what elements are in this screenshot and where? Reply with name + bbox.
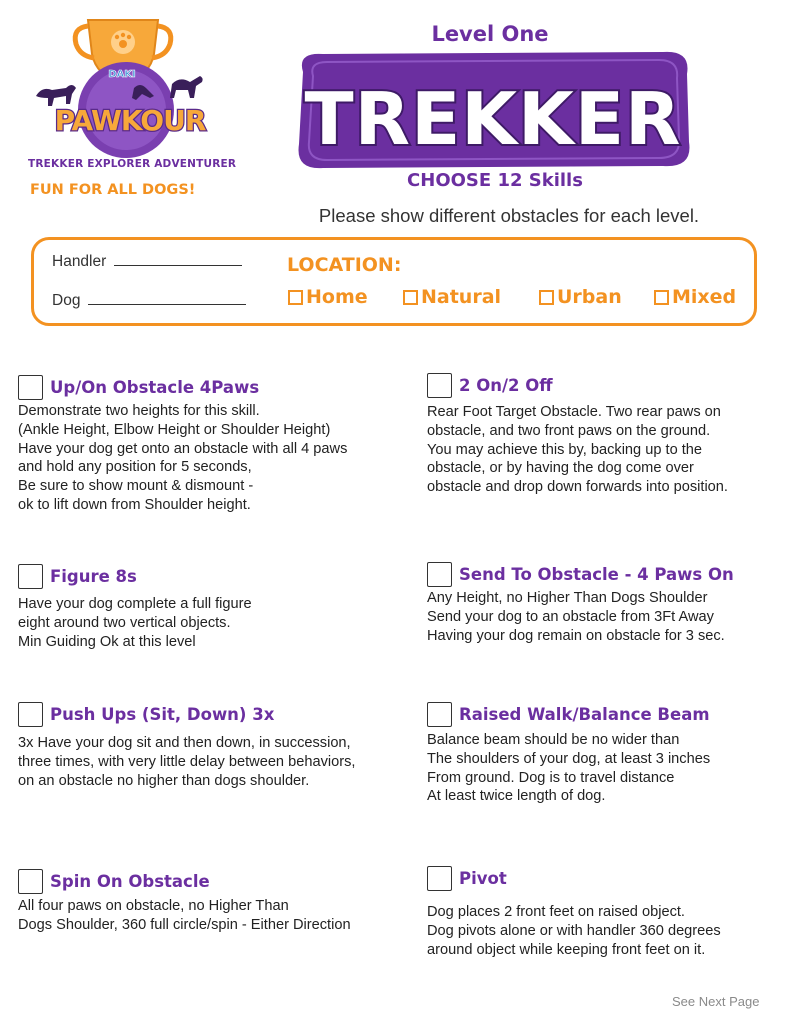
skill-title: Figure 8s: [50, 566, 137, 586]
skill-line: three times, with very little delay between behaviors,: [18, 753, 356, 770]
skill-line: obstacle and drop down forwards into position.: [427, 479, 728, 496]
location-option-natural[interactable]: [403, 286, 501, 308]
skill-line: (Ankle Height, Elbow Height or Shoulder Height): [18, 421, 331, 438]
skill-checkbox[interactable]: [427, 562, 452, 587]
skill-line: Demonstrate two heights for this skill.: [18, 403, 260, 419]
dog-label: Dog: [52, 292, 81, 309]
skill-line: Any Height, no Higher Than Dogs Shoulder: [427, 590, 708, 606]
skill-checkbox[interactable]: [18, 702, 43, 727]
skill-line: eight around two vertical objects.: [18, 614, 231, 631]
skill-pivot: [427, 864, 791, 959]
skill-checkbox[interactable]: [18, 564, 43, 589]
see-next-page: See Next Page: [672, 994, 760, 1009]
skill-checkbox[interactable]: [427, 702, 452, 727]
skill-raised-walk: [427, 700, 791, 806]
location-option-mixed[interactable]: [654, 286, 736, 308]
location-checkbox[interactable]: [403, 290, 418, 305]
skill-description: [427, 589, 791, 645]
skill-title: Push Ups (Sit, Down) 3x: [50, 704, 275, 724]
skill-description: [18, 402, 398, 515]
location-checkbox[interactable]: [539, 290, 554, 305]
skill-line: Have your dog complete a full figure: [18, 596, 252, 612]
skill-title: Send To Obstacle - 4 Paws On: [459, 564, 734, 584]
skill-spin-on-obstacle: [18, 867, 398, 935]
skill-line: You may achieve this by, backing up to the: [427, 441, 703, 458]
banner-title: TREKKER: [304, 77, 682, 161]
skill-description: [427, 731, 791, 806]
logo-brand-text: PAWKOUR: [54, 104, 206, 137]
skill-figure-8s: [18, 562, 398, 651]
skill-line: 3x Have your dog sit and then down, in succession,: [18, 735, 351, 751]
location-label: LOCATION:: [287, 254, 402, 276]
logo-slogan: FUN FOR ALL DOGS!: [30, 182, 196, 198]
skill-line: From ground. Dog is to travel distance: [427, 769, 675, 786]
dog-field[interactable]: [52, 290, 246, 310]
skill-description: [427, 903, 791, 959]
skill-line: Send your dog to an obstacle from 3Ft Away: [427, 608, 714, 625]
location-option-label: Mixed: [672, 286, 737, 308]
skill-line: At least twice length of dog.: [427, 788, 606, 805]
skill-line: Balance beam should be no wider than: [427, 732, 680, 748]
handler-label: Handler: [52, 253, 107, 270]
skill-description: [427, 403, 791, 497]
skill-line: ok to lift down from Shoulder height.: [18, 496, 251, 513]
location-option-home[interactable]: [288, 286, 368, 308]
skill-line: Dog places 2 front feet on raised object.: [427, 904, 685, 920]
skill-push-ups: [18, 700, 398, 790]
skill-description: [18, 734, 398, 790]
location-option-label: Natural: [421, 286, 502, 308]
skill-checkbox[interactable]: [427, 373, 452, 398]
skill-line: All four paws on obstacle, no Higher Than: [18, 898, 289, 914]
skill-line: Rear Foot Target Obstacle. Two rear paws on: [427, 404, 721, 420]
skill-line: and hold any position for 5 seconds,: [18, 459, 252, 476]
skill-line: Have your dog get onto an obstacle with all 4 paws: [18, 440, 348, 457]
skill-checkbox[interactable]: [18, 375, 43, 400]
location-checkbox[interactable]: [288, 290, 303, 305]
location-checkbox[interactable]: [654, 290, 669, 305]
location-option-urban[interactable]: [539, 286, 622, 308]
choose-heading: CHOOSE 12 Skills: [407, 170, 583, 191]
subtitle: Please show different obstacles for each level.: [318, 205, 700, 226]
skill-title: Raised Walk/Balance Beam: [459, 704, 710, 724]
skill-title: Up/On Obstacle 4Paws: [50, 377, 260, 397]
handler-field[interactable]: [52, 251, 242, 271]
skill-2-on-2-off: [427, 371, 791, 497]
skill-description: [18, 595, 398, 651]
skill-title: 2 On/2 Off: [459, 375, 553, 395]
skill-line: Having your dog remain on obstacle for 3 sec.: [427, 627, 725, 644]
skill-checkbox[interactable]: [18, 869, 43, 894]
location-option-label: Urban: [557, 286, 622, 308]
logo-tagline: TREKKER EXPLORER ADVENTURER: [28, 158, 237, 170]
location-option-label: Home: [306, 286, 368, 308]
skill-line: The shoulders of your dog, at least 3 inches: [427, 750, 711, 767]
skill-send-to-obstacle: [427, 560, 791, 645]
trekker-banner: [283, 46, 703, 174]
skill-line: Dogs Shoulder, 360 full circle/spin - Either Direction: [18, 916, 351, 933]
logo-cup-text: DAKI: [108, 69, 136, 80]
skill-description: [18, 897, 398, 935]
skill-line: obstacle, or by having the dog come over: [427, 460, 694, 477]
pawkour-logo: [22, 14, 232, 160]
dog-line[interactable]: [88, 290, 246, 305]
skill-title: Pivot: [459, 868, 507, 888]
skill-checkbox[interactable]: [427, 866, 452, 891]
skill-line: Be sure to show mount & dismount -: [18, 478, 254, 495]
skill-title: Spin On Obstacle: [50, 871, 210, 891]
level-heading: Level One: [431, 22, 549, 46]
skill-up-on-obstacle: [18, 373, 398, 515]
skill-line: around object while keeping front feet on it.: [427, 941, 706, 958]
skill-line: Min Guiding Ok at this level: [18, 633, 196, 650]
skill-line: on an obstacle no higher than dogs shoulder.: [18, 772, 310, 789]
handler-line[interactable]: [114, 251, 242, 266]
skill-line: Dog pivots alone or with handler 360 degrees: [427, 922, 721, 939]
skill-line: obstacle, and two front paws on the ground.: [427, 422, 711, 439]
